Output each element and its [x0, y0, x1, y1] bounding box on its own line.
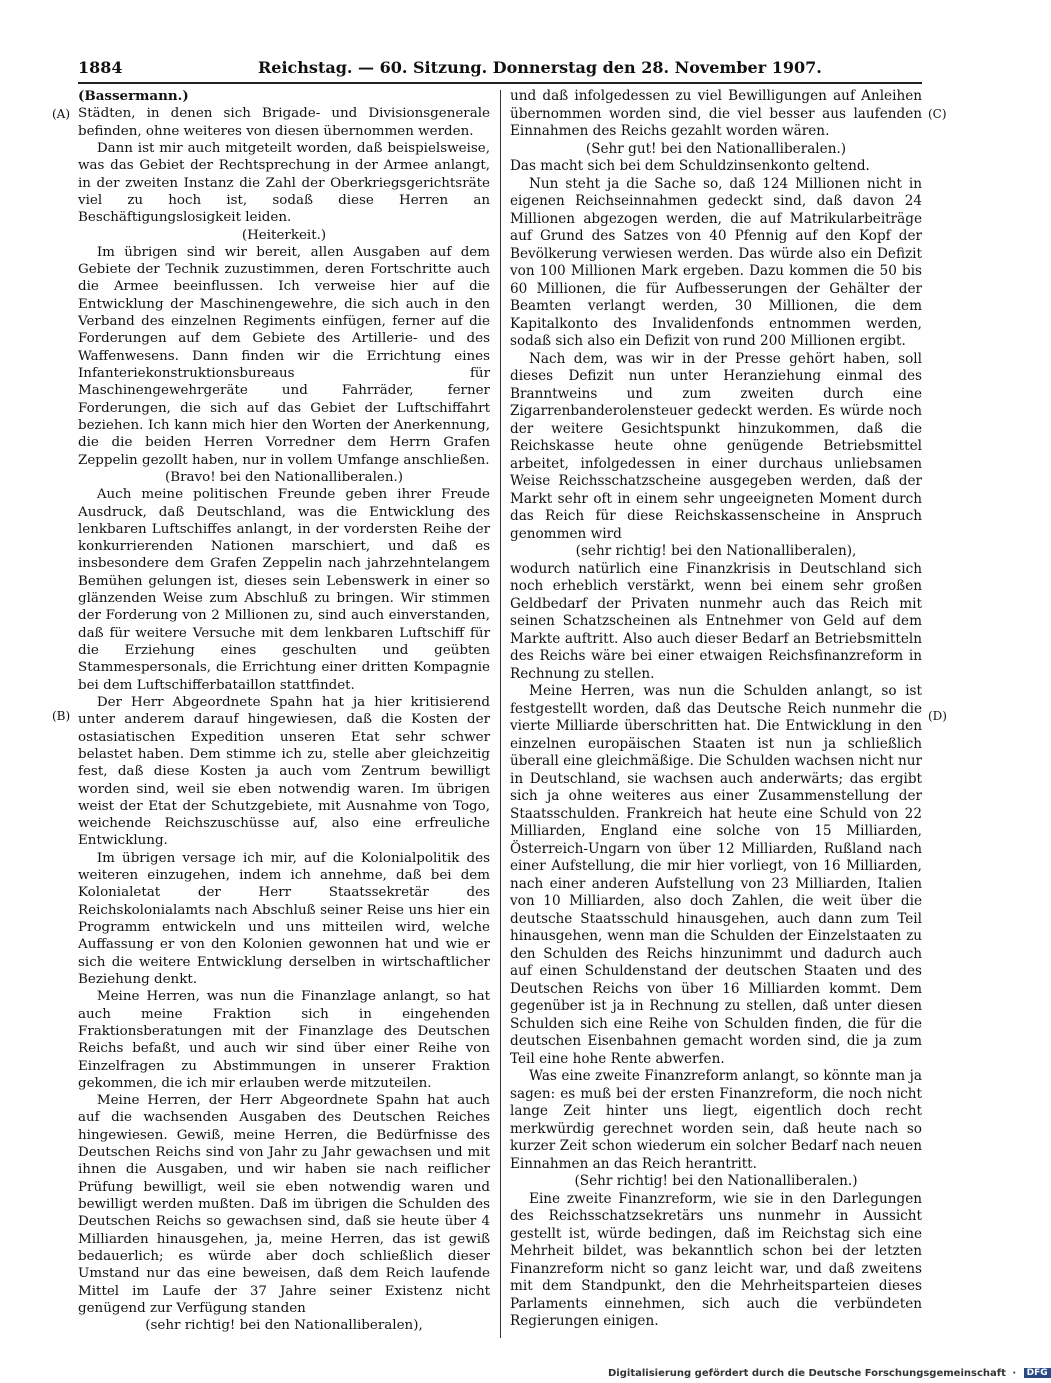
- interjection: (Heiterkeit.): [241, 227, 327, 243]
- paragraph: Auch meine politischen Freunde geben ihrer Freude Ausdruck, daß Deutschland, was die Entwicklung des lenkbaren Luftschiffes anlangt, in der vordersten Reihe der konkurrierenden Nationen marschiert, und daß es insbesondere dem Grafen Zeppelin nach jahrzehntelangem Bemühen gelungen ist, dieses sein Lebenswerk in einer so glänzenden Weise zum Abschluß zu bringen. Wir stimmen der Forderung von 2 Millionen zu, sind auch einverstanden, daß für weitere Versuche mit dem lenkbaren Luftschiff für die Erziehung eines geschulten und geübten Stammespersonals, die Errichtung einer dritten Kompagnie bei dem Luftschifferbataillon stattfindet.: [78, 487, 490, 693]
- separator-dot: ·: [1012, 1368, 1017, 1379]
- paragraph: Meine Herren, was nun die Finanzlage anlangt, so hat auch meine Fraktion sich in eingehenden Fraktionsberatungen mit der Finanzlage des Deutschen Reichs befaßt, und auch wir sind über einer Reihe von Einzelfragen zu Abstimmungen in unserer Fraktion gekommen, die ich mir erlauben werde mitzuteilen.: [78, 989, 490, 1091]
- header-rule: [78, 82, 922, 84]
- paragraph: Nach dem, was wir in der Presse gehört haben, soll dieses Defizit nun unter Heranziehung einmal des Branntweins und zum zweiten durch eine Zigarrenbanderolensteuer gedeckt werden. Es würde noch der weitere Gesichtspunkt hinzukommen, daß die Reichskasse heute ohne genügende Betriebsmittel arbeitet, infolgedessen in einer durchaus unliebsamen Weise Reichsschatzscheine ausgegeben werden, daß der Markt sehr oft in einem sehr ungeeigneten Moment durch das Reich für diese Reichskassenscheine in Anspruch genommen wird: [510, 350, 922, 542]
- funding-note: Digitalisierung gefördert durch die Deutsche Forschungsgemeinschaft: [608, 1368, 1006, 1379]
- interjection: (Bravo! bei den Nationalliberalen.): [164, 469, 404, 485]
- right-column: [510, 88, 922, 1331]
- dfg-logo: DFG: [1024, 1368, 1051, 1378]
- paragraph: Nun steht ja die Sache so, daß 124 Millionen nicht in eigenen Reichseinnahmen gedeckt sind, daß davon 24 Millionen abgezogen werden, die auf Matrikularbeiträge auf Grund des Satzes von 40 Pfennig auf den Kopf der Bevölkerung verwiesen werden. Das würde also ein Defizit von 100 Millionen Mark ergeben. Dazu kommen die 50 bis 60 Millionen, die für Aufbesserungen der Gehälter der Beamten verlangt werden, 30 Millionen, die dem Kapitalkonto des Invalidenfonds entnommen werden, sodaß sich also ein Defizit von rund 200 Millionen ergibt.: [510, 175, 922, 349]
- paragraph: Was eine zweite Finanzreform anlangt, so könnte man ja sagen: es muß bei der ersten Finanzreform, die noch nicht lange Zeit hinter uns liegt, eigentlich doch recht merkwürdig gerechnet worden sein, daß heute nach so kurzer Zeit schon wiederum ein solcher Bedarf nach neuen Einnahmen an das Reich herantritt.: [510, 1068, 922, 1172]
- paragraph: wodurch natürlich eine Finanzkrisis in Deutschland sich noch erheblich verstärkt, wenn bei einem sehr großen Geldbedarf der Privaten nunmehr auch das Reich mit seinen Schatzscheinen als Entnehmer von Geld auf dem Markte auftritt. Also auch dieser Bedarf an Betriebsmitteln des Reichs wäre bei einer etwaigen Reichsfinanzreform in Rechnung zu stellen.: [510, 560, 922, 682]
- paragraph: Meine Herren, der Herr Abgeordnete Spahn hat auch auf die wachsenden Ausgaben des Deutschen Reiches hingewiesen. Gewiß, meine Herren, die Bedürfnisse des Deutschen Reichs sind von Jahr zu Jahr gewachsen und mit ihnen die Ausgaben, und wir haben sie nach reiflicher Prüfung bewilligt, weil sie eben notwendig waren und bewilligt werden mußten. Daß im übrigen die Schulden des Deutschen Reichs so gewachsen sind, daß sie heute über 4 Milliarden hinausgehen, ja, meine Herren, das ist gewiß bedauerlich; es würde aber doch schließlich dieser Umstand nur das eine beweisen, daß dem Reich laufende Mittel im Laufe der 37 Jahre seiner Existenz nicht genügend zur Verfügung standen: [78, 1093, 490, 1316]
- paragraph: Im übrigen sind wir bereit, allen Ausgaben auf dem Gebiete der Technik zuzustimmen, deren Fortschritte auch die Armee beeinflussen. Ich verweise hier auf die Entwicklung der Maschinengewehre, die sich auch in den Verband des einzelnen Regiments einfügen, ferner auf die Forderungen auf dem Gebiete des Artillerie- und des Waffenwesens. Dann finden wir die Errichtung eines Infanteriekonstruktionsbureaus für Maschinengewehrgeräte und Fahrräder, ferner Forderungen, die sich auf das Gebiet der Luftschiffahrt beziehen. Ich kann mich hier den Worten der Anerkennung, die die beiden Herren Vorredner dem Herrn Grafen Zeppelin gezollt haben, nur in vollem Umfange anschließen.: [78, 244, 490, 468]
- paragraph: und daß infolgedessen zu viel Bewilligungen auf Anleihen übernommen worden sind, die viel besser aus laufenden Einnahmen des Reichs gezahlt worden wären.: [510, 88, 922, 139]
- funding-footer: [608, 1368, 1051, 1379]
- speaker-name: (Bassermann.): [78, 88, 189, 104]
- paragraph: Städten, in denen sich Brigade- und Divisionsgenerale befinden, ohne weiteres von diesen übernommen werden.: [78, 106, 490, 139]
- paragraph: Meine Herren, was nun die Schulden anlangt, so ist festgestellt worden, daß das Deutsche Reich nunmehr die vierte Milliarde überschritten hat. Die Entwicklung in den einzelnen europäischen Staaten ist nun ja schließlich überall eine gleichmäßige. Die Schulden wachsen nicht nur in Deutschland, sie wachsen auch anderwärts; das ergibt sich ja ohne weiteres aus einer Zusammenstellung der Staatsschulden. Frankreich hat heute eine Schuld von 22 Milliarden, England eine solche von 15 Milliarden, Österreich-Ungarn von über 12 Milliarden, Rußland nach einer Aufstellung, die mir hier vorliegt, von 16 Milliarden, nach einer anderen Aufstellung von 23 Milliarden, Italien von 10 Milliarden, also doch Zahlen, die weit über die deutsche Staatsschuld hinausgehen, auch dann zum Teil hinausgehen, wenn man die Schulden der Einzelstaaten zu den Schulden des Reichs hinzunimmt und dadurch auch auf einen Schuldenstand der deutschen Staaten und des Deutschen Reichs von über 16 Milliarden kommt. Dem gegenüber ist ja in Rechnung zu stellen, daß unter diesen Schulden sich eine Reihe von Schulden finden, die für die deutschen Eisenbahnen gemacht worden sind, die ja zum Teil eine hohe Rente abwerfen.: [510, 683, 922, 1067]
- running-title: Reichstag. — 60. Sitzung. Donnerstag den 28. November 1907.: [258, 58, 822, 77]
- paragraph: Eine zweite Finanzreform, wie sie in den Darlegungen des Reichsschatzsekretärs uns nunmehr in Aussicht gestellt ist, würde bedingen, daß im Reichstag sich eine Mehrheit bildet, was bekanntlich schon bei der letzten Finanzreform nicht so ganz leicht war, und daß zweitens mit dem Standpunkt, den die Mehrheitsparteien dieses Parlaments einnehmen, sich auch die verbündeten Regierungen einigen.: [510, 1190, 922, 1329]
- interjection: (sehr richtig! bei den Nationalliberalen),: [575, 543, 857, 559]
- column-divider: [500, 90, 501, 1338]
- margin-mark-c: (C): [928, 107, 947, 121]
- margin-mark-d: (D): [928, 709, 947, 723]
- page-number: 1884: [78, 58, 123, 77]
- paragraph: Der Herr Abgeordnete Spahn hat ja hier kritisierend unter anderem darauf hingewiesen, daß die Kosten der ostasiatischen Expedition unseren Etat sehr schwer belastet haben. Dem stimme ich zu, stelle aber gleichzeitig fest, daß diese Kosten ja auch vom Zentrum bewilligt worden sind, weil sie eben notwendig waren. Im übrigen weist der Etat der Schutzgebiete, mit Ausnahme von Togo, weichende Reichszuschüsse auf, also eine erfreuliche Entwicklung.: [78, 694, 490, 849]
- margin-mark-a: (A): [52, 107, 71, 121]
- paragraph: Das macht sich bei dem Schuldzinsenkonto geltend.: [510, 158, 870, 174]
- interjection: (sehr richtig! bei den Nationalliberalen),: [145, 1318, 423, 1334]
- paragraph: Im übrigen versage ich mir, auf die Kolonialpolitik des weiteren einzugehen, indem ich annehme, daß bei dem Kolonialetat der Herr Staatssekretär des Reichskolonialamts nach Abschluß seiner Reise uns hier ein Programm entwickeln und uns mitteilen wird, welche Auffassung er von den Kolonien gewonnen hat und wie er sich die weitere Entwicklung derselben in wirtschaftlicher Beziehung denkt.: [78, 850, 490, 987]
- page-header: [78, 58, 822, 78]
- interjection: (Sehr richtig! bei den Nationalliberalen.): [574, 1173, 858, 1189]
- margin-mark-b: (B): [52, 709, 71, 723]
- interjection: (Sehr gut! bei den Nationalliberalen.): [585, 140, 847, 157]
- left-column: [78, 88, 490, 1335]
- paragraph: Dann ist mir auch mitgeteilt worden, daß beispielsweise, was das Gebiet der Rechtsprechung in der Armee anlangt, in der zweiten Instanz die Zahl der Oberkriegsgerichtsräte viel zu hoch ist, sodaß diese Herren an Beschäftigungslosigkeit leiden.: [78, 140, 490, 226]
